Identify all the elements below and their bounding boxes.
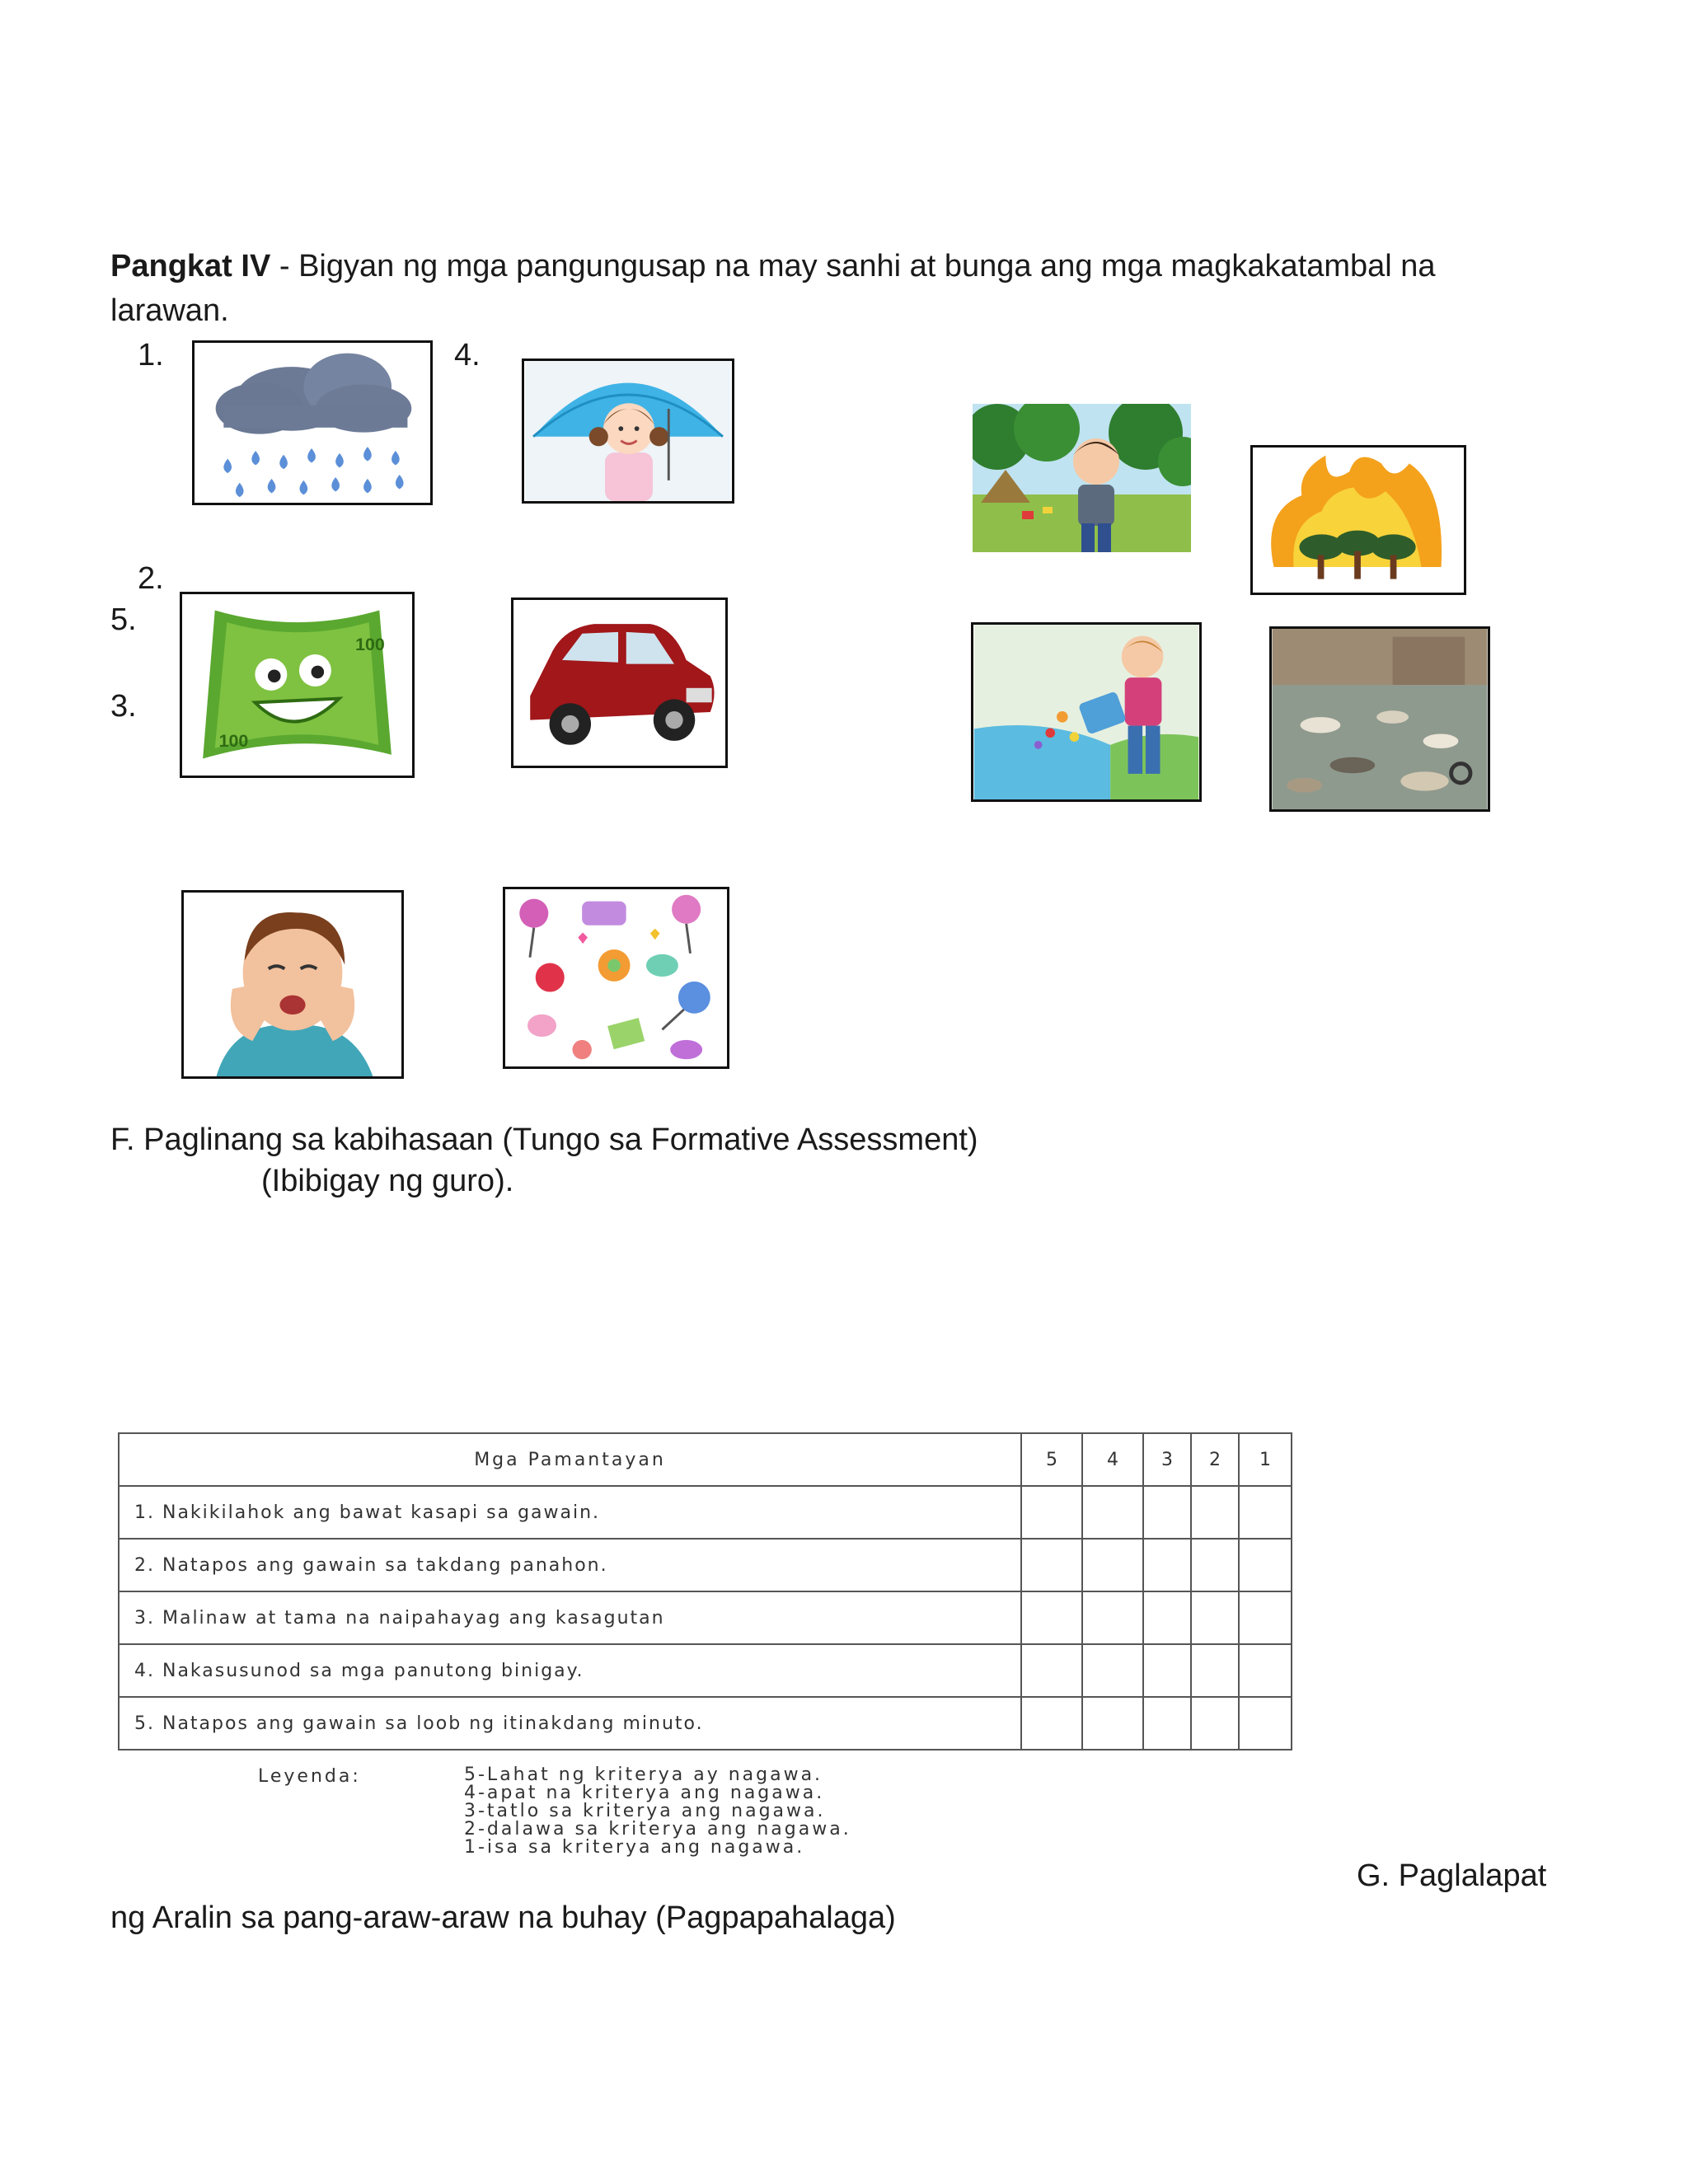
legend-label: Leyenda: [258, 1766, 361, 1787]
score-cell [1191, 1539, 1239, 1591]
svg-text:100: 100 [218, 730, 249, 751]
score-cell [1082, 1697, 1143, 1750]
rubric-header-row [119, 1433, 1292, 1486]
score-cell [1082, 1591, 1143, 1644]
item-number-2: 2. [138, 561, 164, 596]
rubric-row [119, 1539, 1292, 1591]
polluted-water-picture [1269, 626, 1490, 812]
score-cell [1191, 1697, 1239, 1750]
score-cell [1239, 1644, 1292, 1697]
boy-littering-forest-icon [973, 404, 1191, 552]
score-cell [1082, 1539, 1143, 1591]
candies-picture [503, 887, 729, 1069]
toothache-boy-icon [184, 893, 401, 1076]
legend-item-1: 1-isa sa kriterya ang nagawa. [464, 1837, 805, 1858]
car-icon [513, 600, 725, 766]
forest-fire-picture [1250, 445, 1466, 595]
girl-umbrella-icon [524, 361, 732, 501]
car-picture [511, 598, 728, 768]
score-cell [1082, 1486, 1143, 1539]
legend-item-2: 2-dalawa sa kriterya ang nagawa. [464, 1819, 851, 1840]
group-label: Pangkat IV [110, 249, 271, 284]
polluted-water-icon [1272, 629, 1488, 809]
legend-item-3: 3-tatlo sa kriterya ang nagawa. [464, 1801, 826, 1821]
candies-icon [505, 889, 727, 1066]
toothache-boy-picture [181, 890, 404, 1079]
score-cell [1021, 1591, 1082, 1644]
score-cell [1021, 1697, 1082, 1750]
score-header-1: 1 [1239, 1433, 1292, 1486]
boy-dumping-trash-river-picture [971, 622, 1202, 802]
score-cell [1021, 1644, 1082, 1697]
legend-item-5: 5-Lahat ng kriterya ay nagawa. [464, 1765, 823, 1785]
score-cell [1191, 1644, 1239, 1697]
score-cell [1191, 1486, 1239, 1539]
boy-littering-forest-picture [973, 404, 1191, 552]
rubric-table [118, 1432, 1292, 1750]
item-number-1: 1. [138, 338, 164, 373]
criterion-5: 5. Natapos ang gawain sa loob ng itinakdang minuto. [119, 1697, 1021, 1750]
score-cell [1239, 1539, 1292, 1591]
boy-dumping-trash-river-icon [973, 625, 1199, 799]
score-header-2: 2 [1191, 1433, 1239, 1486]
item-number-4: 4. [454, 338, 481, 373]
criterion-1: 1. Nakikilahok ang bawat kasapi sa gawain. [119, 1486, 1021, 1539]
score-cell [1143, 1539, 1191, 1591]
rubric-header: Mga Pamantayan [119, 1433, 1021, 1486]
money-picture [180, 592, 415, 778]
forest-fire-icon [1253, 448, 1464, 593]
score-cell [1239, 1591, 1292, 1644]
item-number-3: 3. [110, 689, 137, 724]
girl-umbrella-picture [522, 359, 734, 504]
section-f-subtitle: (Ibibigay ng guro). [261, 1164, 514, 1198]
score-cell [1143, 1591, 1191, 1644]
legend-list [464, 1766, 851, 1857]
money-icon [182, 594, 412, 776]
instruction-text: - Bigyan ng mga pangungusap na may sanhi at bunga ang mga magkakatambal na larawan. [110, 249, 1436, 328]
score-cell [1239, 1697, 1292, 1750]
section-f-title: F. Paglinang sa kabihasaan (Tungo sa Formative Assessment) [110, 1122, 978, 1157]
rubric-row [119, 1697, 1292, 1750]
criterion-4: 4. Nakasusunod sa mga panutong binigay. [119, 1644, 1021, 1697]
score-cell [1143, 1486, 1191, 1539]
score-header-4: 4 [1082, 1433, 1143, 1486]
criterion-3: 3. Malinaw at tama na naipahayag ang kasagutan [119, 1591, 1021, 1644]
svg-text:100: 100 [355, 635, 385, 655]
section-g-title: G. Paglalapat [1357, 1858, 1547, 1893]
score-cell [1143, 1697, 1191, 1750]
score-header-5: 5 [1021, 1433, 1082, 1486]
score-header-3: 3 [1143, 1433, 1191, 1486]
score-cell [1239, 1486, 1292, 1539]
score-cell [1191, 1591, 1239, 1644]
score-cell [1082, 1644, 1143, 1697]
section-g-continuation: ng Aralin sa pang-araw-araw na buhay (Pagpapahalaga) [110, 1900, 896, 1935]
item-number-5: 5. [110, 602, 137, 637]
rain-cloud-picture [192, 340, 433, 505]
score-cell [1021, 1486, 1082, 1539]
rain-cloud-icon [195, 343, 430, 503]
score-cell [1021, 1539, 1082, 1591]
criterion-2: 2. Natapos ang gawain sa takdang panahon. [119, 1539, 1021, 1591]
rubric-row [119, 1591, 1292, 1644]
legend-item-4: 4-apat na kriterya ang nagawa. [464, 1783, 825, 1803]
instruction-paragraph [110, 244, 1561, 333]
score-cell [1143, 1644, 1191, 1697]
rubric-row [119, 1486, 1292, 1539]
rubric-row [119, 1644, 1292, 1697]
